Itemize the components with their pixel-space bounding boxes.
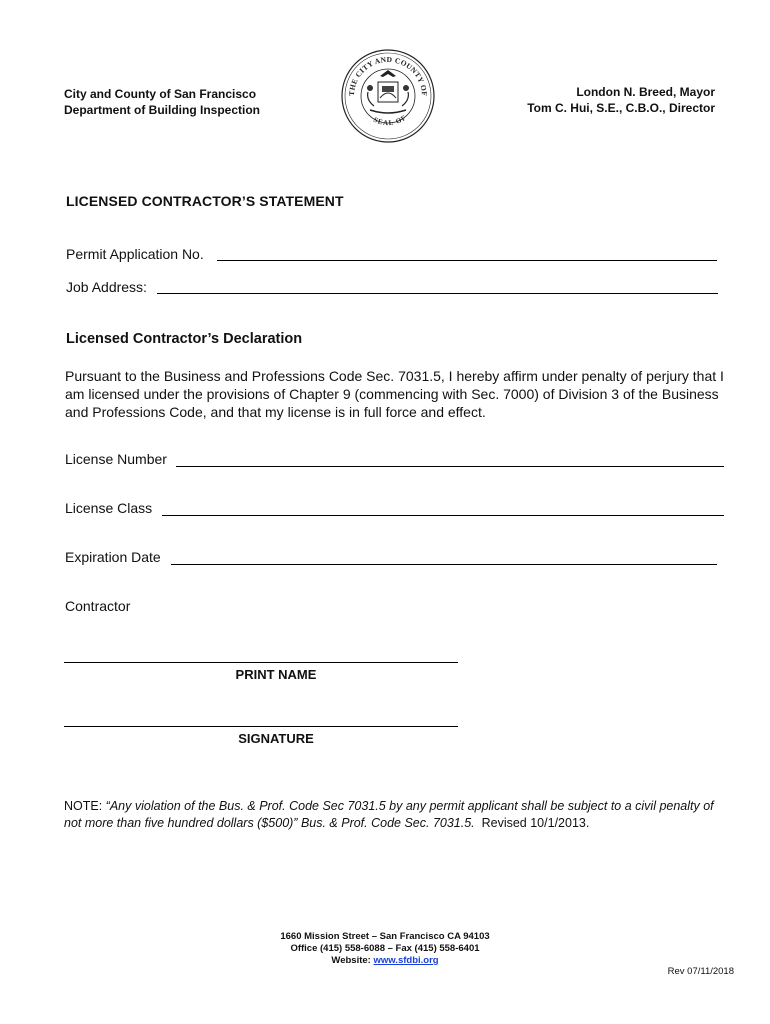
city-seal-icon [340,48,436,144]
job-address-label: Job Address: [66,279,147,295]
print-name-field[interactable] [64,662,458,663]
license-class-label: License Class [65,500,153,516]
mayor-name: London N. Breed, Mayor [576,85,715,99]
contractor-label: Contractor [65,598,131,614]
department-header [64,86,260,118]
signature-field[interactable] [64,726,458,727]
signature-label: SIGNATURE [238,731,314,746]
expiration-date-field[interactable] [171,564,717,565]
penalty-note [64,798,734,832]
print-name-label: PRINT NAME [235,667,317,682]
org-name: City and County of San Francisco [64,87,257,101]
svg-text:SEAL OF [372,113,408,127]
website-link[interactable]: www.sfdbi.org [373,955,439,966]
license-class-field[interactable] [162,515,724,516]
revision-date: Rev 07/11/2018 [667,966,734,977]
expiration-date-label: Expiration Date [65,549,161,565]
declaration-text: Pursuant to the Business and Professions Code Sec. 7031.5, I hereby affirm under penalty of perjury that I am licensed under the provisions of Chapter 9 (commencing with Sec. 7000) of Division 3 of the Business and Professions Code, and that my license is in full force and effect. [65,368,724,420]
permit-application-field[interactable] [217,260,717,261]
declaration-heading: Licensed Contractor’s Declaration [66,331,303,347]
license-number-field[interactable] [176,466,724,467]
seal-text-top: THE CITY AND COUNTY OF [346,54,430,97]
job-address-field[interactable] [157,293,718,294]
footer-phone-fax: Office (415) 558-6088 – Fax (415) 558-6401 [290,943,480,954]
department-name: Department of Building Inspection [64,103,261,117]
footer-website [0,955,770,967]
footer-address: 1660 Mission Street – San Francisco CA 94103 [280,931,490,942]
website-label: Website: [331,955,374,966]
license-number-label: License Number [65,451,167,467]
permit-application-label: Permit Application No. [66,246,204,262]
note-revised: Revised 10/1/2013. [474,816,590,830]
seal-text-bottom: SEAL OF [372,113,409,128]
form-title: LICENSED CONTRACTOR’S STATEMENT [66,193,344,209]
note-prefix: NOTE: [64,799,106,813]
director-name: Tom C. Hui, S.E., C.B.O., Director [527,101,715,115]
note-quote: “Any violation of the Bus. & Prof. Code Sec 7031.5 by any permit applicant shall be subject to a civil penalty of not more than five hundred dollars ($500)” Bus. & Prof. Code Sec. 7031.5. [64,799,714,830]
officials-header [527,84,715,116]
